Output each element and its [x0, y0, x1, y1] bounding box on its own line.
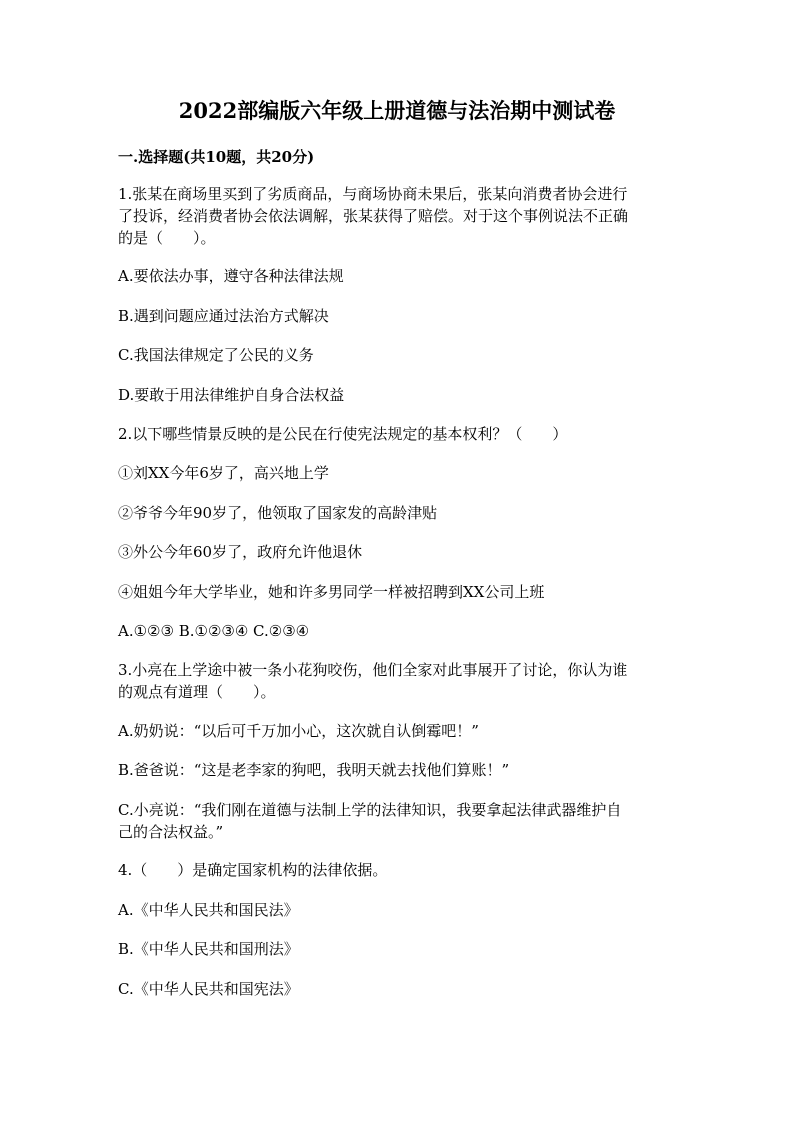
q1-option-c: C.我国法律规定了公民的义务	[118, 346, 314, 364]
q2-answer-options: A.①②③ B.①②③④ C.②③④	[118, 622, 310, 640]
exam-title: 2022部编版六年级上册道德与法治期中测试卷	[178, 98, 616, 123]
q3-stem-line-2: 的观点有道理（ ）。	[118, 683, 276, 701]
q2-item-2: ②爷爷今年90岁了，他领取了国家发的高龄津贴	[118, 504, 438, 522]
q1-stem-line-3: 的是（ ）。	[118, 229, 216, 247]
q3-stem-line-1: 3.小亮在上学途中被一条小花狗咬伤，他们全家对此事展开了讨论，你认为谁	[118, 661, 628, 679]
q3-option-c-line-2: 己的合法权益。”	[118, 823, 224, 841]
q1-stem-line-1: 1.张某在商场里买到了劣质商品，与商场协商未果后，张某向消费者协会进行	[118, 185, 628, 203]
q4-stem-line-1: 4.（ ）是确定国家机构的法律依据。	[118, 861, 388, 879]
q1-option-d: D.要敢于用法律维护自身合法权益	[118, 386, 345, 404]
q2-item-1: ①刘XX今年6岁了，高兴地上学	[118, 464, 329, 482]
q3-option-b: B.爸爸说：“这是老李家的狗吧，我明天就去找他们算账！”	[118, 761, 510, 779]
q4-option-a: A.《中华人民共和国民法》	[118, 901, 299, 919]
q4-option-c: C.《中华人民共和国宪法》	[118, 980, 299, 998]
q2-item-4: ④姐姐今年大学毕业，她和许多男同学一样被招聘到XX公司上班	[118, 583, 545, 601]
q4-option-b: B.《中华人民共和国刑法》	[118, 940, 299, 958]
section-heading: 一.选择题(共10题，共20分)	[118, 148, 315, 166]
q1-option-a: A.要依法办事，遵守各种法律法规	[118, 267, 344, 285]
q1-option-b: B.遇到问题应通过法治方式解决	[118, 307, 329, 325]
q3-option-a: A.奶奶说：“以后可千万加小心，这次就自认倒霉吧！”	[118, 722, 479, 740]
q3-option-c-line-1: C.小亮说：“我们刚在道德与法制上学的法律知识，我要拿起法律武器维护自	[118, 801, 622, 819]
q2-stem-line-1: 2.以下哪些情景反映的是公民在行使宪法规定的基本权利？（ ）	[118, 425, 568, 443]
q1-stem-line-2: 了投诉，经消费者协会依法调解，张某获得了赔偿。对于这个事例说法不正确	[118, 207, 629, 225]
q2-item-3: ③外公今年60岁了，政府允许他退休	[118, 543, 363, 561]
